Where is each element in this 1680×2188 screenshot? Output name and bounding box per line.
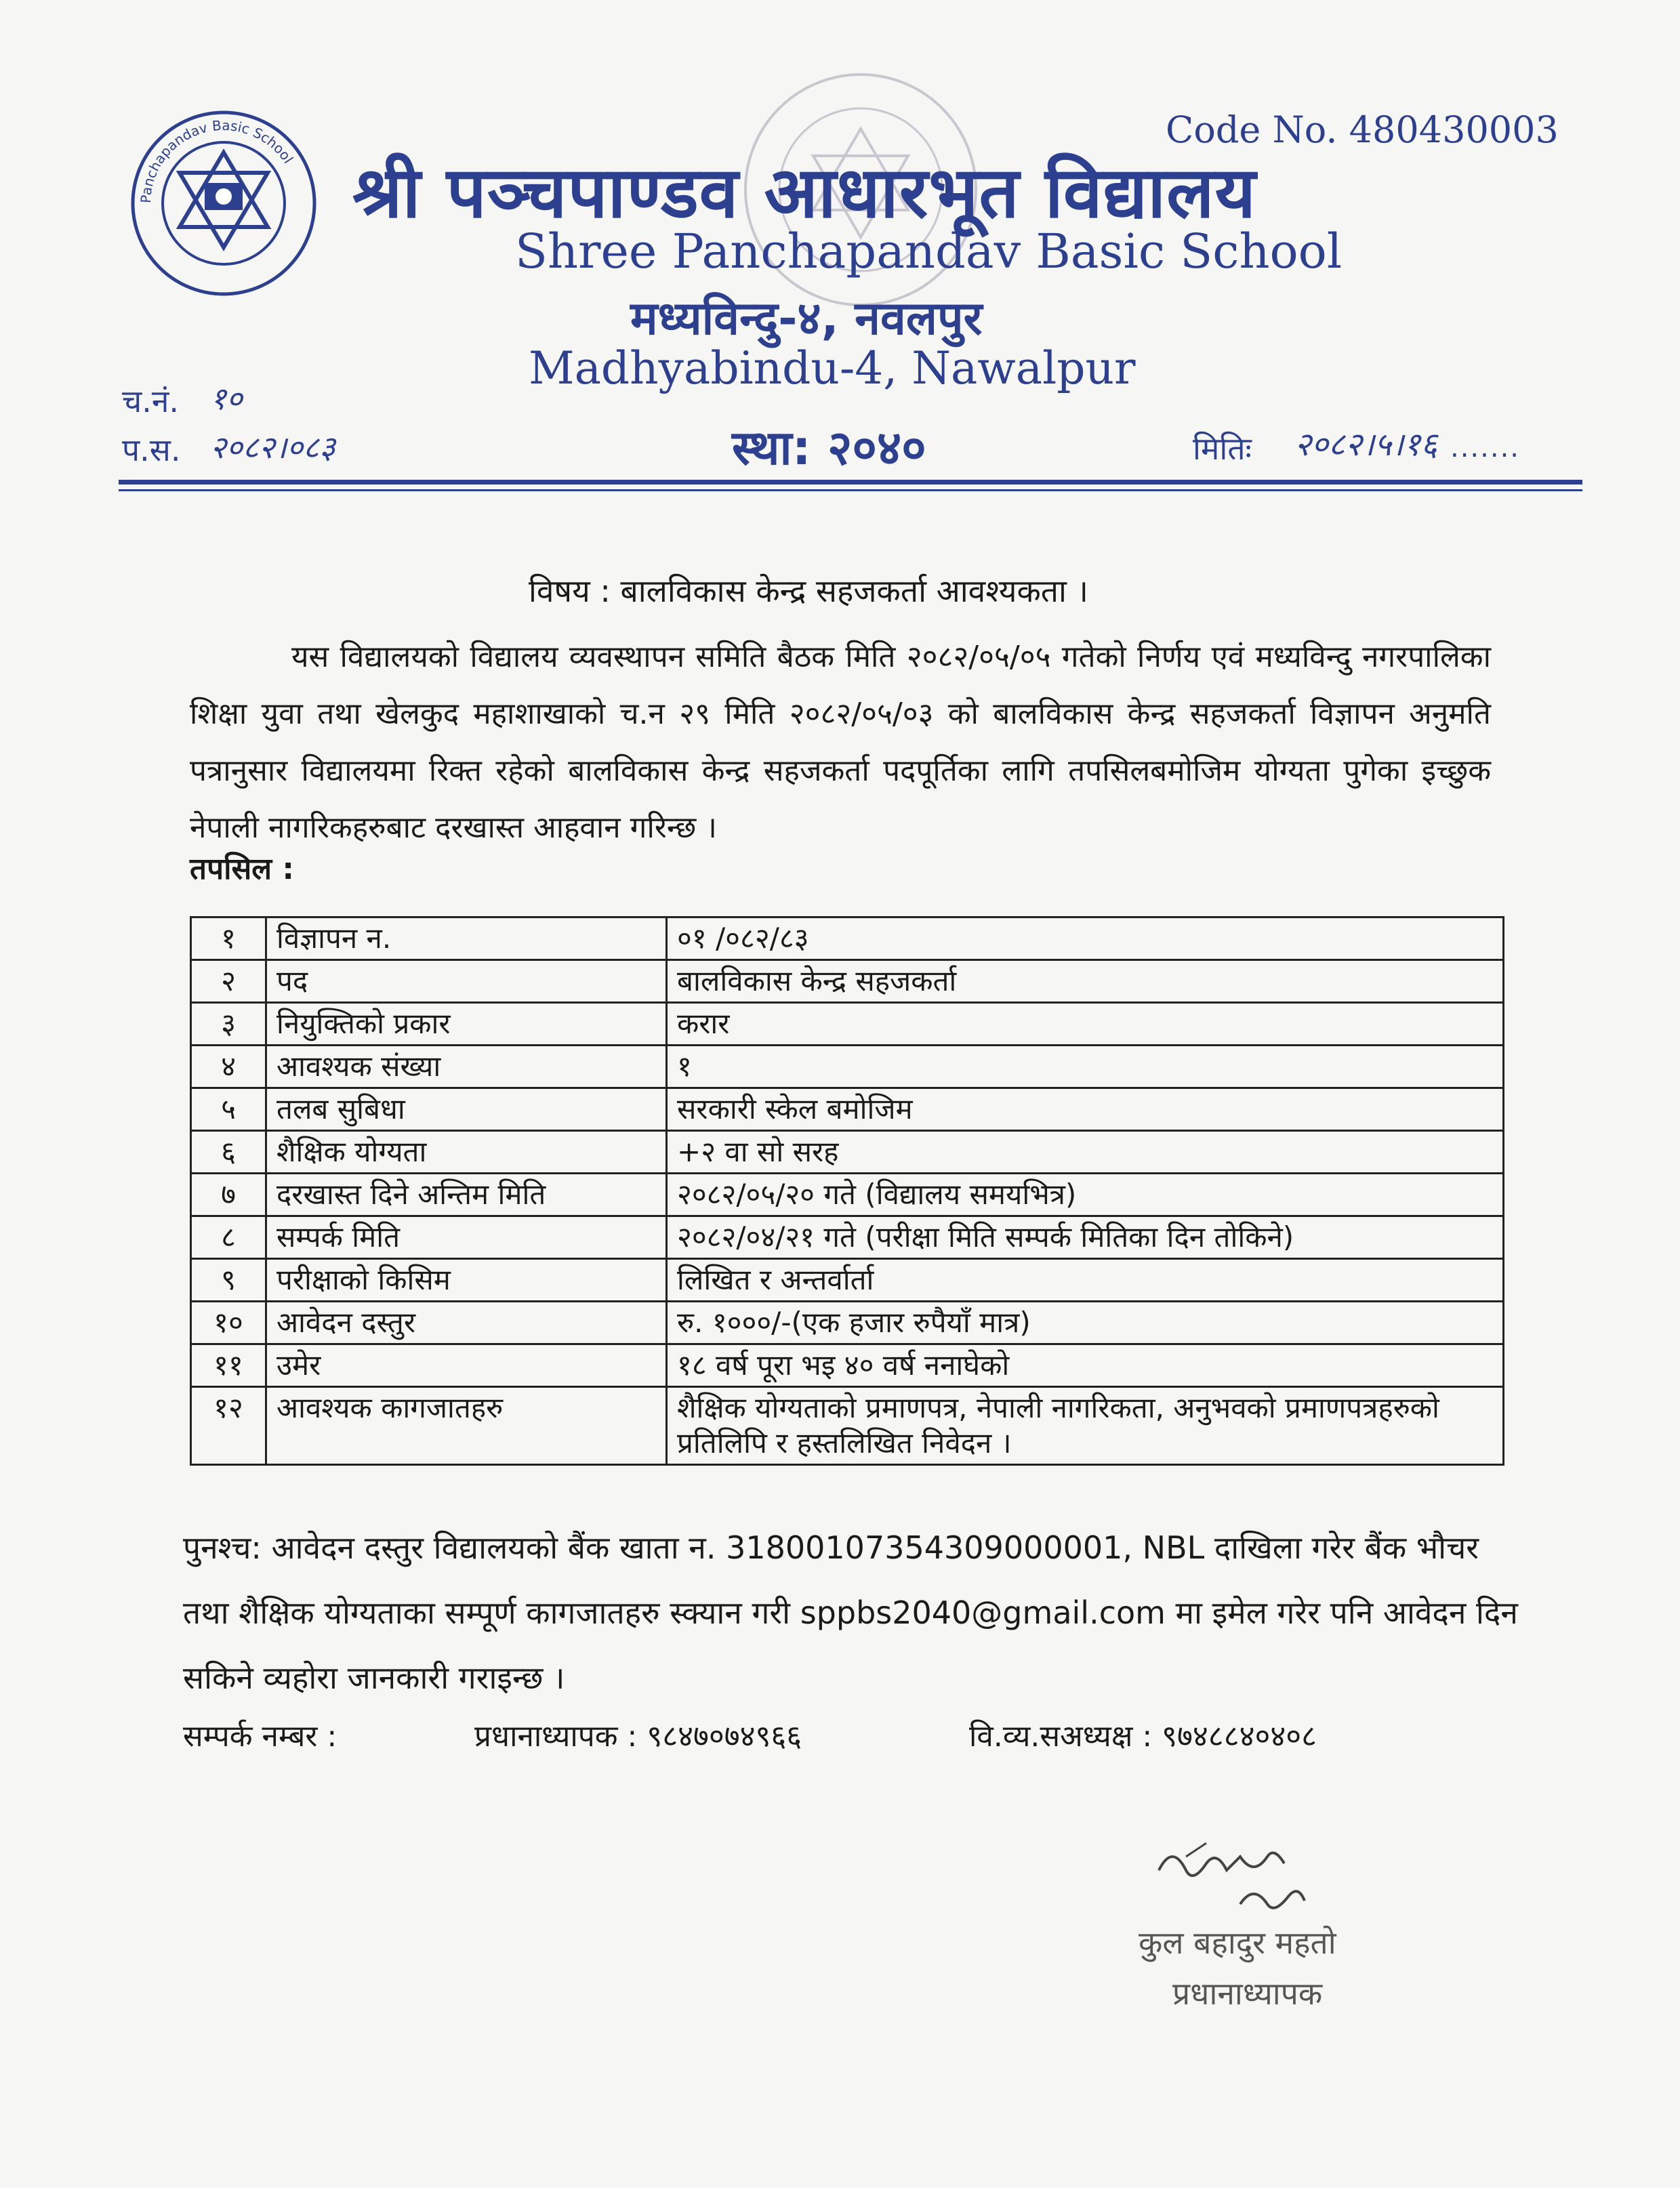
row-label: पद — [266, 960, 667, 1003]
fiscal-year-value: २०८२।०८३ — [210, 429, 335, 466]
row-value: २०८२/०४/२१ गते (परीक्षा मिति सम्पर्क मितिका दिन तोकिने) — [667, 1216, 1504, 1259]
code-number: Code No. 480430003 — [1166, 108, 1559, 151]
established-year: स्था: २०४० — [732, 420, 926, 476]
row-number: १० — [191, 1302, 266, 1344]
table-row — [191, 1344, 1504, 1387]
subject-line: विषय : बालविकास केन्द्र सहजकर्ता आवश्यकता । — [529, 573, 1088, 609]
school-logo — [129, 108, 319, 298]
row-value: रु. १०००/-(एक हजार रुपैयाँ मात्र) — [667, 1302, 1504, 1344]
signatory-name: कुल बहादुर महतो — [1139, 1924, 1336, 1961]
row-value: बालविकास केन्द्र सहजकर्ता — [667, 960, 1504, 1003]
row-value: २०८२/०५/२० गते (विद्यालय समयभित्र) — [667, 1174, 1504, 1216]
row-label: नियुक्तिको प्रकार — [266, 1003, 667, 1046]
row-number: ११ — [191, 1344, 266, 1387]
signatory-title: प्रधानाध्यापक — [1172, 1975, 1323, 2012]
row-number: ८ — [191, 1216, 266, 1259]
row-label: उमेर — [266, 1344, 667, 1387]
row-value: १८ वर्ष पूरा भइ ४० वर्ष ननाघेको — [667, 1344, 1504, 1387]
ref-no-value: १० — [210, 380, 243, 417]
row-number: ३ — [191, 1003, 266, 1046]
row-label: शैक्षिक योग्यता — [266, 1131, 667, 1174]
row-label: आवश्यक कागजातहरु — [266, 1387, 667, 1465]
date-dots: ....... — [1450, 432, 1521, 463]
row-label: आवेदन दस्तुर — [266, 1302, 667, 1344]
row-number: ५ — [191, 1088, 266, 1131]
table-row — [191, 1088, 1504, 1131]
table-row — [191, 917, 1504, 960]
date-value: २०८२।५।१६ — [1294, 426, 1438, 463]
header-rule-thin — [119, 489, 1582, 491]
details-heading: तपसिल : — [190, 852, 294, 886]
row-number: ९ — [191, 1259, 266, 1302]
handwritten-signature — [1145, 1830, 1376, 1924]
table-row — [191, 1174, 1504, 1216]
row-label: परीक्षाको किसिम — [266, 1259, 667, 1302]
row-number: ४ — [191, 1046, 266, 1088]
chair-contact: वि.व्य.सअध्यक्ष : ९७४८८४०४०८ — [969, 1719, 1317, 1754]
row-value: लिखित र अन्तर्वार्ता — [667, 1259, 1504, 1302]
row-label: दरखास्त दिने अन्तिम मिति — [266, 1174, 667, 1216]
table-row — [191, 1387, 1504, 1465]
address-nepali: मध्यविन्दु-४, नवलपुर — [630, 292, 983, 346]
headmaster-contact: प्रधानाध्यापक : ९८४७०७४९६६ — [474, 1719, 802, 1754]
row-value: शैक्षिक योग्यताको प्रमाणपत्र, नेपाली नागरिकता, अनुभवको प्रमाणपत्रहरुको प्रतिलिपि र हस्तलिखित निवेदन । — [667, 1387, 1504, 1465]
row-value: सरकारी स्केल बमोजिम — [667, 1088, 1504, 1131]
school-name-nepali: श्री पञ्चपाण्डव आधारभूत विद्यालय — [352, 151, 1256, 234]
row-value: ०१ /०८२/८३ — [667, 917, 1504, 960]
table-row — [191, 1131, 1504, 1174]
body-paragraph: यस विद्यालयको विद्यालय व्यवस्थापन समिति बैठक मिति २०८२/०५/०५ गतेको निर्णय एवं मध्यविन्दु नगरपालिका शिक्षा युवा तथा खेलकुद महाशाखाको च.न २९ मिति २०८२/०५/०३ को बालविकास केन्द्र सहजकर्ता विज्ञापन अनुमति पत्रानुसार विद्यालयमा रिक्त रहेको बालविकास केन्द्र सहजकर्ता पदपूर्तिका लागि तपसिलबमोजिम योग्यता पुगेका इच्छुक नेपाली नागरिकहरुबाट दरखास्त आहवान गरिन्छ । — [190, 640, 1491, 845]
row-number: १२ — [191, 1387, 266, 1465]
row-number: ६ — [191, 1131, 266, 1174]
date-label: मितिः — [1193, 430, 1252, 467]
row-label: तलब सुबिधा — [266, 1088, 667, 1131]
row-label: सम्पर्क मिति — [266, 1216, 667, 1259]
table-row — [191, 1216, 1504, 1259]
details-table — [190, 916, 1504, 1466]
row-number: १ — [191, 917, 266, 960]
table-row — [191, 1302, 1504, 1344]
row-value: करार — [667, 1003, 1504, 1046]
table-row — [191, 1259, 1504, 1302]
row-label: आवश्यक संख्या — [266, 1046, 667, 1088]
postscript-note: पुनश्च: आवेदन दस्तुर विद्यालयको बैंक खाता न. 3180010735430900000‌1, NBL दाखिला गरेर बैंक भौचर तथा शैक्षिक योग्यताका सम्पूर्ण कागजातहरु स्क्यान गरी sppbs2040@gmail.com मा इमेल गरेर पनि आवेदन दिन सकिने व्यहोरा जानकारी गराइन्छ । — [183, 1529, 1518, 1696]
address-english: Madhyabindu-4, Nawalpur — [529, 342, 1136, 394]
contact-label: सम्पर्क नम्बर : — [183, 1719, 337, 1754]
table-row — [191, 1003, 1504, 1046]
table-row — [191, 1046, 1504, 1088]
fiscal-year-label: प.स. — [122, 432, 181, 468]
row-label: विज्ञापन न. — [266, 917, 667, 960]
header-rule-thick — [119, 480, 1582, 484]
row-value: +२ वा सो सरह — [667, 1131, 1504, 1174]
row-value: १ — [667, 1046, 1504, 1088]
row-number: २ — [191, 960, 266, 1003]
school-name-english: Shree Panchapandav Basic School — [515, 224, 1343, 279]
row-number: ७ — [191, 1174, 266, 1216]
ref-no-label: च.नं. — [122, 383, 179, 419]
table-row — [191, 960, 1504, 1003]
logo-text: Panchapandav Basic School — [137, 117, 297, 204]
